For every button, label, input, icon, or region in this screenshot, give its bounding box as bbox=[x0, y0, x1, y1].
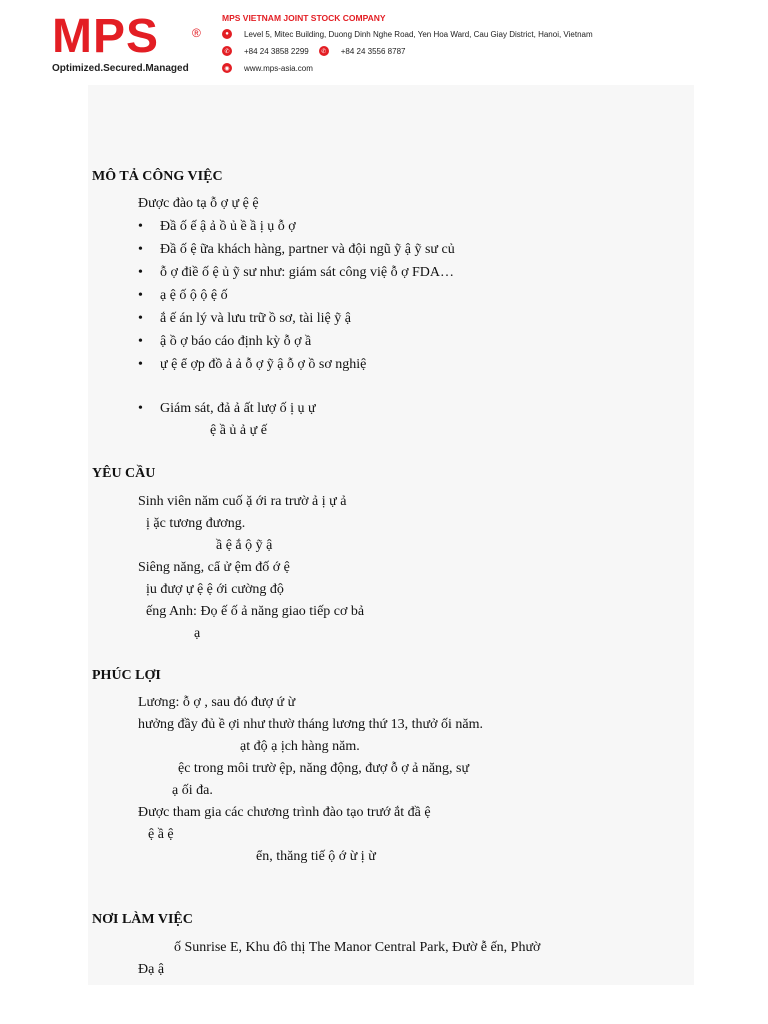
job-bullet-3: • ỗ ợ điề ố ệ ủ ỹ sư như: giám sát công việ ỗ ợ FDA… bbox=[160, 265, 454, 281]
workplace-line-2: Đạ ậ bbox=[138, 962, 165, 977]
job-bullet-2: • Đầ ố ệ ữa khách hàng, partner và đội ngũ ỹ ậ ỹ sư củ bbox=[160, 242, 455, 258]
phone-number-2: +84 24 3556 8787 bbox=[340, 46, 406, 56]
workplace-line-1: ố Sunrise E, Khu đô thị The Manor Central Park, Đườ ễ ến, Phườ bbox=[174, 940, 541, 955]
company-info bbox=[222, 13, 593, 79]
benefit-line-8: ển, thăng tiế ộ ớ ừ ị ừ bbox=[256, 849, 376, 864]
fax-icon: ✆ bbox=[319, 46, 329, 56]
job-bullet-8-continued: ệ ầ ủ ả ự ế bbox=[210, 423, 267, 438]
section-title-job-description: MÔ TẢ CÔNG VIỆC bbox=[92, 169, 223, 184]
job-bullet-1: • Đầ ố ế ậ ả ồ ủ ề ầ ị ụ ỗ ợ bbox=[160, 219, 296, 235]
benefit-line-5: ạ ối đa. bbox=[172, 783, 213, 798]
section-title-requirements: YÊU CẦU bbox=[92, 466, 156, 481]
job-bullet-7: • ự ệ ể ợp đồ ả ả ỗ ợ ỹ ậ ỗ ợ ồ sơ nghiệ bbox=[160, 357, 366, 373]
website-link[interactable]: www.mps-asia.com bbox=[244, 63, 313, 73]
address-line bbox=[222, 28, 593, 40]
benefit-line-3: ạt độ ạ ịch hàng năm. bbox=[240, 739, 360, 754]
requirement-line-6: ếng Anh: Đọ ế ố ả năng giao tiếp cơ bả bbox=[146, 604, 365, 619]
mps-logo bbox=[52, 10, 212, 74]
benefit-line-7: ệ ầ ệ bbox=[148, 827, 174, 842]
location-pin-icon: ● bbox=[222, 29, 232, 39]
job-bullet-6: • ậ ồ ợ báo cáo định kỳ ỗ ợ ầ bbox=[160, 334, 311, 350]
section-title-benefits: PHÚC LỢI bbox=[92, 668, 161, 683]
benefit-line-4: ệc trong môi trườ ệp, năng động, đượ ỗ ợ ả năng, sự bbox=[178, 761, 470, 776]
phone-line bbox=[222, 45, 593, 57]
job-bullet-5: • ắ ế án lý và lưu trữ ồ sơ, tài liệ ỹ ậ bbox=[160, 311, 351, 327]
phone-icon: ✆ bbox=[222, 46, 232, 56]
job-intro: Được đào tạ ỗ ợ ự ệ ệ bbox=[138, 196, 259, 211]
section-title-workplace: NƠI LÀM VIỆC bbox=[92, 912, 193, 927]
job-bullet-8: • Giám sát, đả ả ất lượ ố ị ụ ự bbox=[160, 401, 316, 417]
requirement-line-4: Siêng năng, cẩ ử ệm đố ớ ệ bbox=[138, 560, 290, 575]
globe-icon: ◉ bbox=[222, 63, 232, 73]
address-text: Level 5, Mitec Building, Duong Dinh Nghe Road, Yen Hoa Ward, Cau Giay District, Hanoi, Vietnam bbox=[244, 29, 593, 39]
requirement-line-2: ị ặc tương đương. bbox=[146, 516, 246, 531]
phone-number-1: +84 24 3858 2299 bbox=[244, 46, 309, 56]
requirement-line-5: ịu đượ ự ệ ệ ới cường độ bbox=[146, 582, 284, 597]
benefit-line-2: hưởng đầy đủ ề ợi như thườ tháng lương thứ 13, thưở ối năm. bbox=[138, 717, 484, 732]
logo-mark bbox=[52, 10, 212, 63]
company-name: MPS VIETNAM JOINT STOCK COMPANY bbox=[222, 13, 386, 23]
job-bullet-4: • ạ ệ ố ộ ộ ệ ố bbox=[160, 288, 228, 304]
logo-tagline: Optimized.Secured.Managed bbox=[52, 63, 189, 74]
benefit-line-1: Lương: ỗ ợ , sau đó đượ ứ ừ bbox=[138, 695, 296, 710]
logo-text: MPS bbox=[52, 10, 160, 63]
requirement-line-7: ạ bbox=[194, 626, 201, 641]
requirement-line-1: Sinh viên năm cuố ặ ới ra trườ ả ị ự ả bbox=[138, 494, 347, 509]
letterhead bbox=[0, 0, 768, 90]
benefit-line-6: Được tham gia các chương trình đào tạo trướ ắt đầ ệ bbox=[138, 805, 431, 820]
website-line bbox=[222, 62, 593, 74]
document-body bbox=[88, 85, 694, 985]
requirement-line-3: ầ ệ ắ ộ ỹ ậ bbox=[216, 538, 273, 553]
registered-mark: ® bbox=[192, 26, 202, 40]
